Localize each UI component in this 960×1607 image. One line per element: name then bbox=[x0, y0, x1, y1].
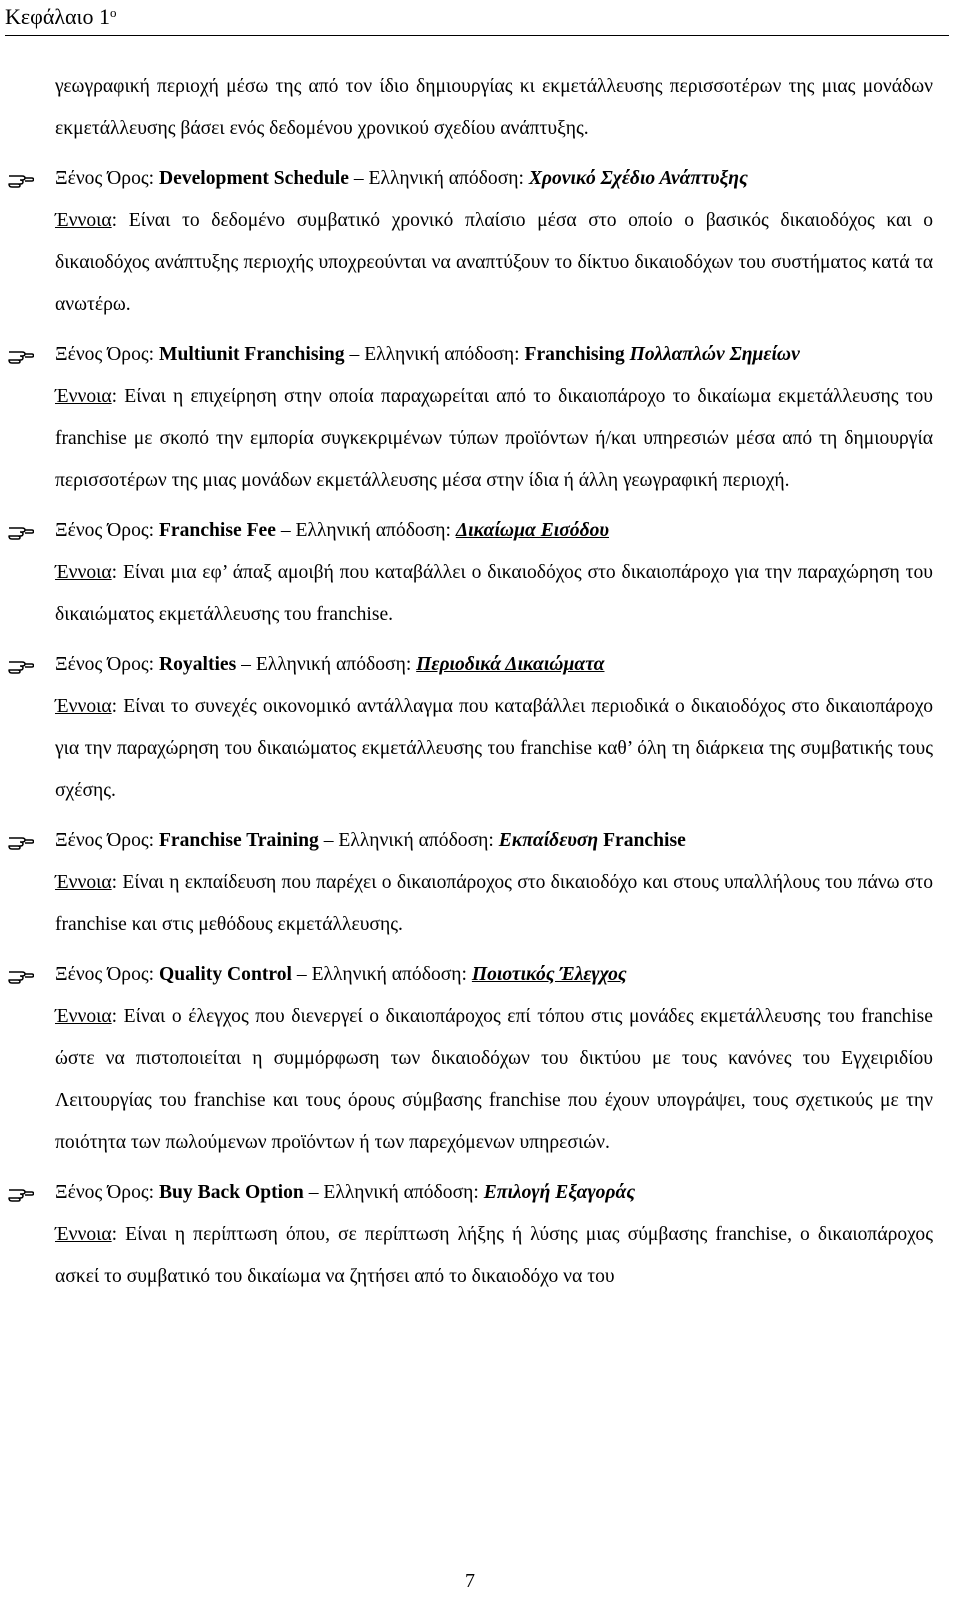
definition-text: : Είναι το δεδομένο συμβατικό χρονικό πλαίσιο μέσα στο οποίο ο βασικός δικαιοδόχος και ο δικαιοδόχος ανάπτυξης περιοχής υποχρεούνται να αναπτύξουν το δίκτυο δικαιοδόχων του συστήματος κατά τα ανωτέρω. bbox=[55, 210, 933, 315]
term-definition bbox=[55, 686, 933, 812]
foreign-term-label: Ξένος Όρος: bbox=[55, 520, 159, 541]
term-definition bbox=[55, 996, 933, 1164]
greek-rendering-label: Ελληνική απόδοση: bbox=[368, 168, 529, 189]
hand-pointing-icon bbox=[8, 510, 34, 552]
term-entry bbox=[55, 158, 933, 326]
term-entry bbox=[55, 820, 933, 946]
hand-pointing-icon bbox=[8, 158, 34, 200]
greek-rendering-extra: Πολλαπλών Σημείων bbox=[629, 344, 800, 365]
term-dash: – bbox=[236, 654, 256, 675]
greek-rendering: Franchising bbox=[524, 344, 630, 365]
hand-pointing-icon bbox=[8, 820, 34, 862]
hand-pointing-icon bbox=[8, 334, 34, 376]
term-entry bbox=[55, 1172, 933, 1298]
term-dash: – bbox=[348, 168, 369, 189]
concept-label: Έννοια bbox=[55, 696, 112, 717]
term-heading bbox=[55, 644, 933, 686]
term-dash: – bbox=[344, 344, 365, 365]
foreign-term: Multiunit Franchising bbox=[158, 344, 345, 365]
foreign-term-label: Ξένος Όρος: bbox=[55, 1182, 159, 1203]
concept-label: Έννοια bbox=[55, 1006, 112, 1027]
foreign-term: Buy Back Option bbox=[158, 1182, 304, 1203]
chapter-header bbox=[5, 3, 949, 36]
foreign-term: Development Schedule bbox=[158, 168, 349, 189]
term-dash: – bbox=[303, 1182, 324, 1203]
greek-rendering-extra: Franchise bbox=[598, 830, 686, 851]
term-list bbox=[55, 158, 933, 1298]
greek-rendering: Ποιοτικός Έλεγχος bbox=[471, 964, 627, 985]
greek-rendering: Περιοδικά Δικαιώματα bbox=[416, 654, 605, 675]
term-entry bbox=[55, 644, 933, 812]
concept-label: Έννοια bbox=[55, 562, 112, 583]
chapter-ordinal: ο bbox=[109, 5, 117, 20]
definition-text: : Είναι μια εφ’ άπαξ αμοιβή που καταβάλλει ο δικαιοδόχος στο δικαιοπάροχο για την παραχώρηση του δικαιώματος εκμετάλλευσης του franchise. bbox=[55, 562, 933, 625]
term-heading bbox=[55, 820, 933, 862]
concept-label: Έννοια bbox=[55, 1224, 112, 1245]
greek-rendering: Εκπαίδευση bbox=[498, 830, 599, 851]
greek-rendering-label: Ελληνική απόδοση: bbox=[323, 1182, 484, 1203]
term-heading bbox=[55, 954, 933, 996]
term-definition bbox=[55, 200, 933, 326]
page-number: 7 bbox=[465, 1570, 475, 1592]
foreign-term: Royalties bbox=[158, 654, 237, 675]
term-definition bbox=[55, 862, 933, 946]
term-heading bbox=[55, 334, 933, 376]
chapter-title: Κεφάλαιο 1 bbox=[5, 4, 110, 29]
foreign-term-label: Ξένος Όρος: bbox=[55, 344, 159, 365]
greek-rendering-label: Ελληνική απόδοση: bbox=[311, 964, 472, 985]
term-heading bbox=[55, 510, 933, 552]
definition-text: : Είναι ο έλεγχος που διενεργεί ο δικαιοπάροχος επί τόπου στις μονάδες εκμετάλλευσης του franchise ώστε να πιστοποιείται η συμμόρφωση των δικαιοδόχων του δικτύου με τους κανόνες του Εγχειριδίου Λειτουργίας του franchise και τους όρους σύμβασης franchise που έχουν υπογράψει, τους σχετικούς με την ποιότητα των πωλούμενων προϊόντων ή των παρεχόμενων υπηρεσιών. bbox=[55, 1006, 933, 1153]
foreign-term-label: Ξένος Όρος: bbox=[55, 964, 159, 985]
term-entry bbox=[55, 510, 933, 636]
greek-rendering-label: Ελληνική απόδοση: bbox=[364, 344, 525, 365]
hand-pointing-icon bbox=[8, 954, 34, 996]
term-heading bbox=[55, 158, 933, 200]
definition-text: : Είναι η περίπτωση όπου, σε περίπτωση λήξης ή λύσης μιας σύμβασης franchise, ο δικαιοπάροχος ασκεί το συμβατικό του δικαίωμα να ζητήσει από το δικαιοδόχο να του bbox=[55, 1224, 933, 1287]
term-entry bbox=[55, 954, 933, 1164]
definition-text: : Είναι η εκπαίδευση που παρέχει ο δικαιοπάροχος στο δικαιοδόχο και στους υπαλλήλους του πάνω στο franchise και στις μεθόδους εκμετάλλευσης. bbox=[55, 872, 933, 935]
foreign-term-label: Ξένος Όρος: bbox=[55, 168, 159, 189]
definition-text: : Είναι η επιχείρηση στην οποία παραχωρείται από το δικαιοπάροχο το δικαίωμα εκμετάλλευσης του franchise με σκοπό την εμπορία συγκεκριμένων τύπων προϊόντων ή/και υπηρεσιών μέσα από τη δημιουργία περισσοτέρων της μιας μονάδων εκμετάλλευσης μέσα στην ίδια ή άλλη γεωγραφική περιοχή. bbox=[55, 386, 933, 491]
greek-rendering-label: Ελληνική απόδοση: bbox=[295, 520, 456, 541]
greek-rendering-label: Ελληνική απόδοση: bbox=[255, 654, 417, 675]
term-definition bbox=[55, 1214, 933, 1298]
definition-text: : Είναι το συνεχές οικονομικό αντάλλαγμα που καταβάλλει περιοδικά ο δικαιοδόχος στο δικαιοπάροχο για την παραχώρηση του δικαιώματος εκμετάλλευσης του franchise καθ’ όλη τη διάρκεια της συμβατικής τους σχέσης. bbox=[55, 696, 933, 801]
term-dash: – bbox=[318, 830, 339, 851]
intro-paragraph: γεωγραφική περιοχή μέσω της από τον ίδιο δημιουργίας κι εκμετάλλευσης περισσοτέρων της μιας μονάδων εκμετάλλευσης βάσει ενός δεδομένου χρονικού σχεδίου ανάπτυξης. bbox=[55, 76, 933, 139]
foreign-term-label: Ξένος Όρος: bbox=[55, 830, 159, 851]
hand-pointing-icon bbox=[8, 1172, 34, 1214]
foreign-term: Franchise Fee bbox=[158, 520, 276, 541]
concept-label: Έννοια bbox=[55, 872, 112, 893]
term-definition bbox=[55, 376, 933, 502]
term-dash: – bbox=[291, 964, 312, 985]
greek-rendering-label: Ελληνική απόδοση: bbox=[338, 830, 499, 851]
foreign-term: Franchise Training bbox=[158, 830, 319, 851]
term-definition bbox=[55, 552, 933, 636]
term-heading bbox=[55, 1172, 933, 1214]
concept-label: Έννοια bbox=[55, 386, 112, 407]
foreign-term-label: Ξένος Όρος: bbox=[55, 654, 159, 675]
concept-label: Έννοια bbox=[55, 210, 112, 231]
greek-rendering: Χρονικό Σχέδιο Ανάπτυξης bbox=[528, 168, 748, 189]
hand-pointing-icon bbox=[8, 644, 34, 686]
term-dash: – bbox=[275, 520, 296, 541]
greek-rendering: Δικαίωμα Εισόδου bbox=[455, 520, 609, 541]
greek-rendering: Επιλογή Εξαγοράς bbox=[483, 1182, 636, 1203]
foreign-term: Quality Control bbox=[158, 964, 292, 985]
term-entry bbox=[55, 334, 933, 502]
document-body bbox=[55, 66, 933, 1298]
